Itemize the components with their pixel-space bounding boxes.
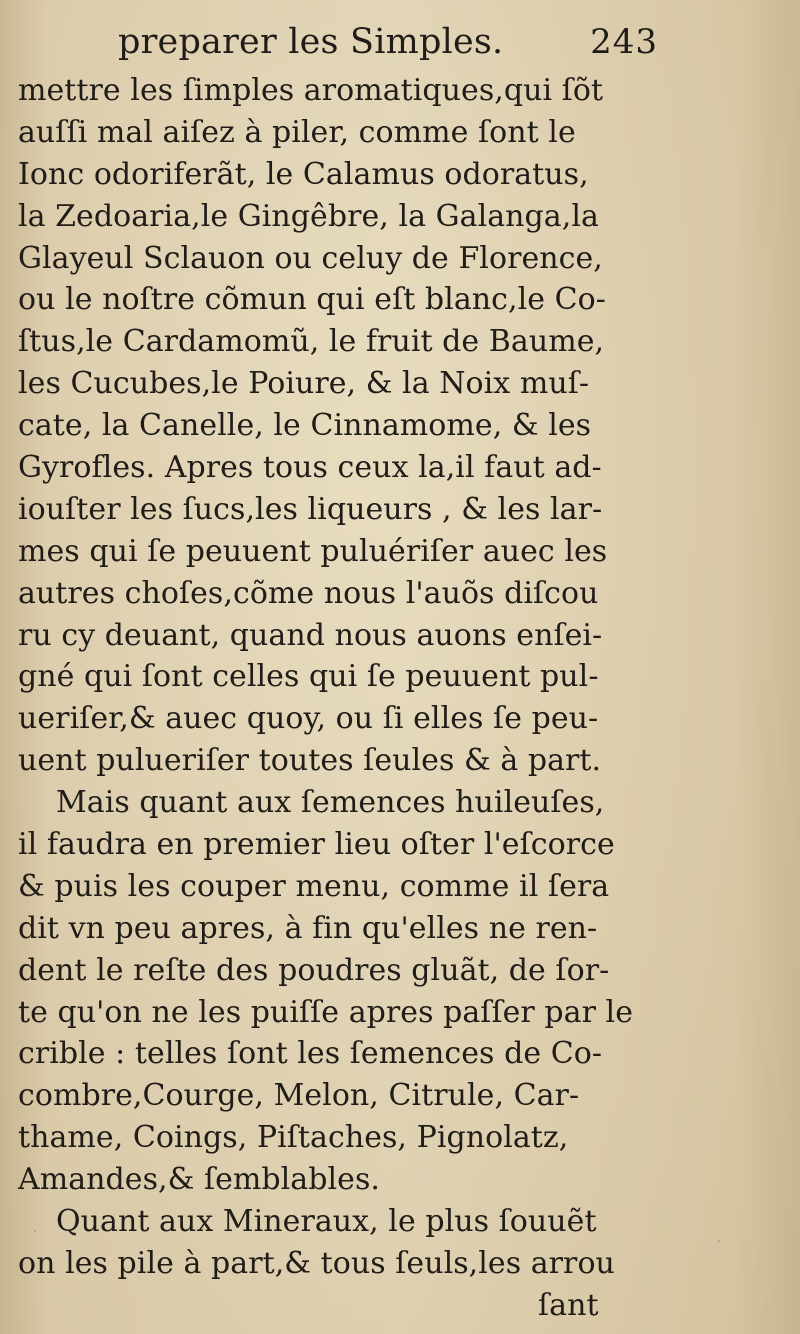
text-line: te qu'on ne les puiſſe apres paſſer par le: [18, 994, 634, 1030]
text-line: gné qui ſont celles qui ſe peuuent pul-: [18, 659, 599, 695]
paper-speck: [718, 1240, 720, 1242]
text-line: autres choſes,cõme nous l'auõs diſcou: [18, 575, 599, 611]
body-text: [18, 70, 638, 1327]
text-line: dit vn peu apres, à fin qu'elles ne ren-: [18, 910, 598, 946]
text-line: dent le reſte des poudres gluãt, de ſor-: [18, 952, 610, 988]
page-header: [118, 18, 658, 70]
text-line: Gyrofles. Apres tous ceux la,il faut ad-: [18, 450, 602, 486]
paper-speck: [34, 1230, 36, 1232]
text-line: auſſi mal aiſez à piler, comme ſont le: [18, 114, 576, 150]
text-line: cate, la Canelle, le Cinnamome, & les: [18, 408, 592, 444]
text-line: Ionc odoriferãt, le Calamus odoratus,: [18, 156, 589, 192]
text-line: mes qui ſe peuuent puluériſer auec les: [18, 533, 608, 569]
text-line: la Zedoaria,le Gingêbre, la Galanga,la: [18, 198, 599, 234]
text-line: ueriſer,& auec quoy, ou ſi elles ſe peu-: [18, 701, 599, 737]
catchword: ſant: [538, 1287, 599, 1323]
text-line: Amandes,& ſemblables.: [18, 1162, 380, 1198]
page-number: 243: [590, 22, 658, 62]
running-title: preparer les Simples.: [118, 22, 504, 62]
text-line: on les pile à part,& tous ſeuls,les arrou: [18, 1245, 615, 1281]
paragraph-start-line: Quant aux Mineraux, le plus ſouuẽt: [56, 1204, 597, 1240]
text-line: ru cy deuant, quand nous auons enſei-: [18, 617, 603, 653]
text-line: ou le noſtre cõmun qui eſt blanc,le Co-: [18, 282, 606, 318]
text-line: & puis les couper menu, comme il ſera: [18, 868, 610, 904]
text-line: ſtus,le Cardamomũ, le fruit de Baume,: [18, 324, 605, 360]
text-line: il faudra en premier lieu oſter l'eſcorce: [18, 827, 615, 863]
paragraph-start-line: Mais quant aux ſemences huileuſes,: [56, 785, 605, 821]
text-line: Glayeul Sclauon ou celuy de Florence,: [18, 240, 603, 276]
text-line: crible : telles ſont les ſemences de Co-: [18, 1036, 603, 1072]
text-line: uent pulueriſer toutes ſeules & à part.: [18, 743, 602, 779]
text-line: iouſter les ſucs,les liqueurs , & les lar-: [18, 491, 603, 527]
paper-speck: [455, 1098, 457, 1100]
text-line: les Cucubes,le Poiure, & la Noix muſ-: [18, 366, 590, 402]
text-line: thame, Coings, Piſtaches, Pignolatz,: [18, 1120, 569, 1156]
text-line: combre,Courge, Melon, Citrule, Car-: [18, 1078, 580, 1114]
text-line: mettre les ſimples aromatiques,qui ſõt: [18, 73, 604, 108]
